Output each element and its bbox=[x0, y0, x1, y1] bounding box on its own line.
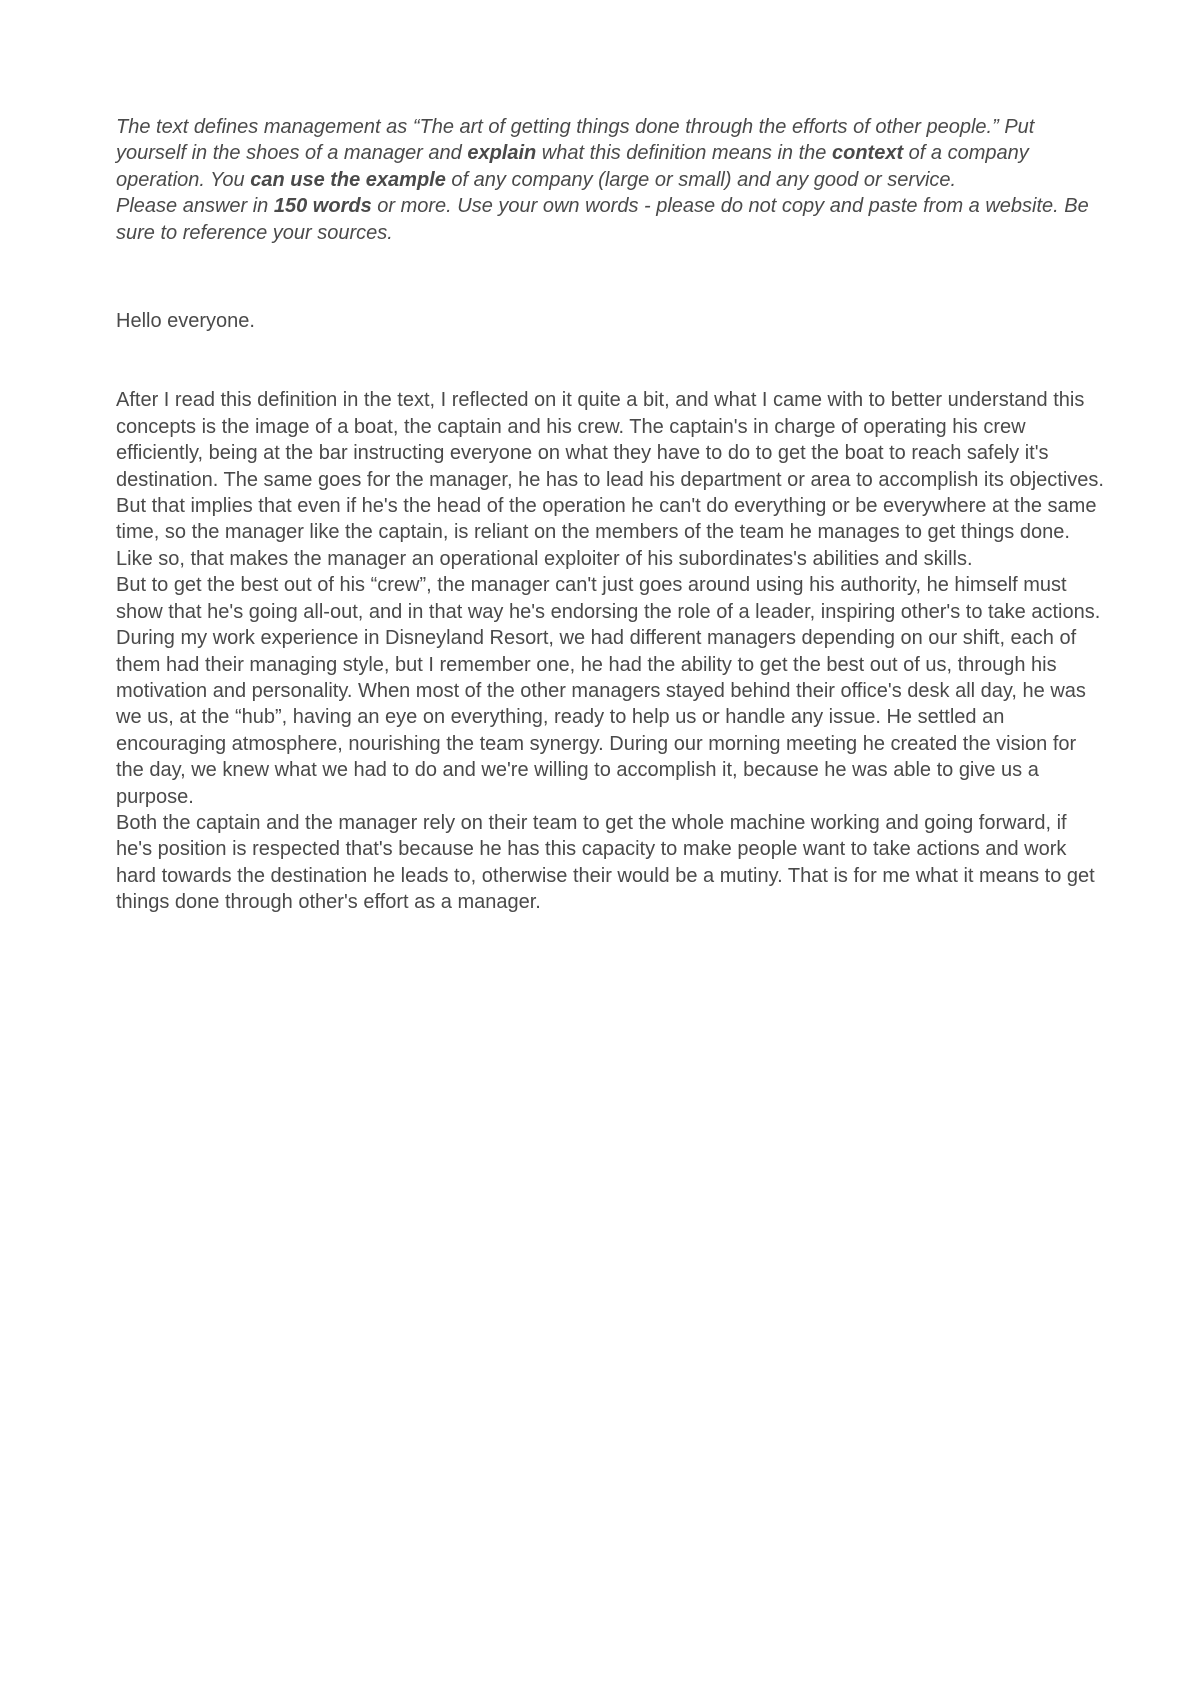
prompt-emphasis-word-count: 150 words bbox=[273, 195, 372, 218]
prompt-text: Please answer in bbox=[116, 195, 274, 218]
document-content bbox=[116, 114, 1108, 916]
prompt-text: what this definition means in the bbox=[536, 142, 832, 165]
prompt-text: or more. Use your own words - please do not copy and paste from a website. Be sure to reference your sources. bbox=[116, 195, 1089, 244]
prompt-text: of a company operation. You bbox=[116, 142, 1029, 191]
prompt-emphasis-context: context bbox=[831, 142, 904, 165]
response-paragraph-4: Both the captain and the manager rely on their team to get the whole machine working and going forward, if he's position is respected that's because he has this capacity to make people want to take actions and work hard towards the destination he leads to, otherwise their would be a mutiny. That is for me what it means to get things done through other's effort as a manager. bbox=[116, 811, 1095, 914]
prompt-paragraph-2 bbox=[116, 193, 1108, 246]
prompt-text: of any company (large or small) and any good or service. bbox=[445, 168, 957, 191]
response-paragraph-2: But to get the best out of his “crew”, the manager can't just goes around using his authority, he himself must show that he's going all-out, and in that way he's endorsing the role of a leader, inspiring other's to take actions. bbox=[116, 574, 1101, 623]
prompt-paragraph-1 bbox=[116, 114, 1108, 193]
prompt-emphasis-example: can use the example bbox=[250, 168, 446, 191]
response-body bbox=[116, 387, 1108, 915]
response-paragraph-1: After I read this definition in the text, I reflected on it quite a bit, and what I came with to better understand this concepts is the image of a boat, the captain and his crew. The captain's in charge of operating his crew efficiently, being at the bar instructing everyone on what they have to do to get the boat to reach safely it's destination. The same goes for the manager, he has to lead his department or area to accomplish its objectives. But that implies that even if he's the head of the operation he can't do everything or be everywhere at the same time, so the manager like the captain, is reliant on the members of the team he manages to get things done. Like so, that makes the manager an operational exploiter of his subordinates's abilities and skills. bbox=[116, 389, 1104, 570]
prompt-emphasis-explain: explain bbox=[467, 142, 537, 165]
prompt-text: The text defines management as “The art of getting things done through the efforts of other people.” Put yourself in the shoes of a manager and bbox=[116, 116, 1035, 165]
response-paragraph-3: During my work experience in Disneyland Resort, we had different managers depending on our shift, each of them had their managing style, but I remember one, he had the ability to get the best out of us, through his motivation and personality. When most of the other managers stayed behind their office's desk all day, he was we us, at the “hub”, having an eye on everything, ready to help us or handle any issue. He settled an encouraging atmosphere, nourishing the team synergy. During our morning meeting he created the vision for the day, we knew what we had to do and we're willing to accomplish it, because he was able to give us a purpose. bbox=[116, 627, 1086, 808]
assignment-prompt bbox=[116, 114, 1108, 246]
greeting: Hello everyone. bbox=[116, 310, 255, 333]
